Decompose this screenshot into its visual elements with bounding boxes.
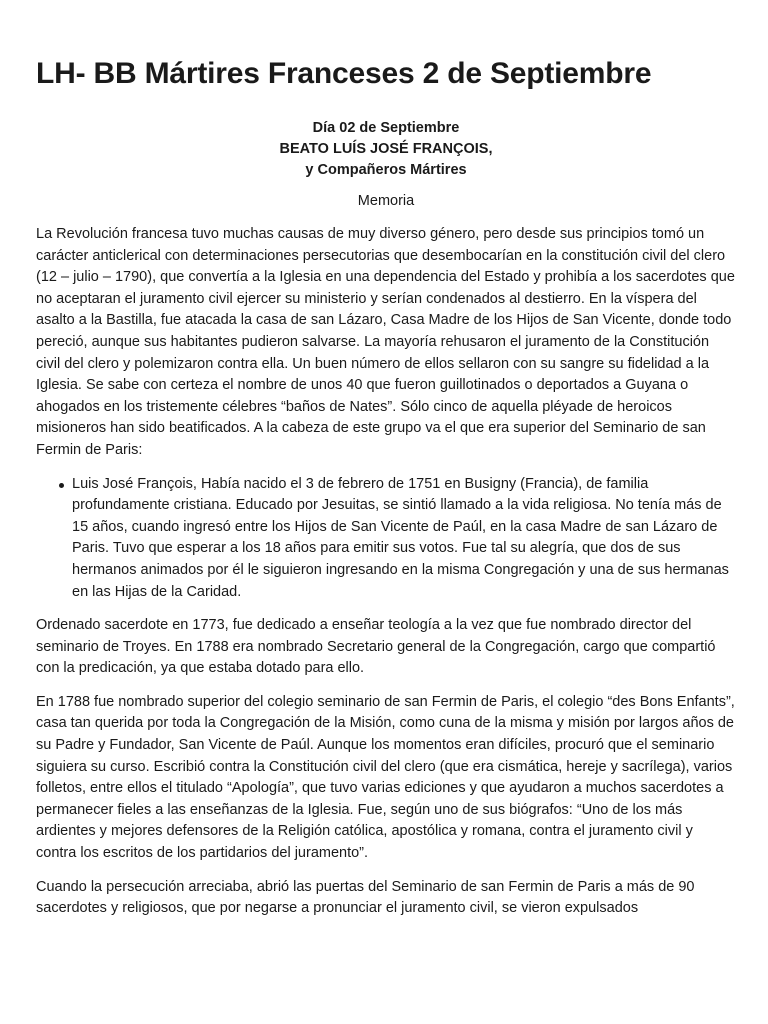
feast-companions: y Compañeros Mártires [305, 162, 467, 178]
body-paragraph-ordination: Ordenado sacerdote en 1773, fue dedicado a enseñar teología a la vez que fue nombrado director del seminario de Troyes. En 1788 era nombrado Secretario general de la Congregación, cargo que compartió con la predicación, ya que estaba dotado para ello. [36, 617, 716, 677]
feast-saint-name: BEATO LUÍS JOSÉ FRANÇOIS, [279, 141, 493, 157]
body-paragraph-persecution: Cuando la persecución arreciaba, abrió las puertas del Seminario de san Fermin de Paris a más de 90 sacerdotes y religiosos, que por negarse a pronunciar el juramento civil, se vieron expulsados [36, 878, 695, 917]
bullet-icon [59, 483, 64, 488]
feast-heading [36, 118, 736, 181]
feast-date: Día 02 de Septiembre [312, 120, 460, 136]
section-label: Memoria [357, 193, 415, 209]
body-paragraph-superior: En 1788 fue nombrado superior del colegio seminario de san Fermin de Paris, el colegio “des Bons Enfants”, casa tan querida por toda la Congregación de la Misión, como cuna de la misma y misión por largos años de su Padre y Fundador, San Vicente de Paúl. Aunque los momentos eran difíciles, procuró que el seminario siguiera su curso. Escribió contra la Constitución civil del clero (que era cismática, hereje y sacrílega), varios folletos, entre ellos el titulado “Apología”, que tuvo varias ediciones y que ayudaron a muchos sacerdotes a permanecer fieles a las enseñanzas de la Iglesia. Fue, según uno de sus biógrafos: “Uno de los más ardientes y mejores defensores de la Religión católica, apostólica y romana, contra el juramento civil y contra los escritos de los partidarios del juramento”. [36, 693, 735, 862]
bullet-list [36, 474, 736, 604]
list-item [72, 474, 736, 604]
document-page [36, 56, 736, 932]
list-item-text: Luis José François, Había nacido el 3 de febrero de 1751 en Busigny (Francia), de familia profundamente cristiana. Educado por Jesuitas, se sintió llamado a la vida religiosa. No tenía más de 15 años, cuando ingresó entre los Hijos de San Vicente de Paúl, en la casa Madre de san Lázaro de Paris. Tuvo que esperar a los 18 años para emitir sus votos. Fue tal su alegría, que dos de sus hermanos animados por él le siguieron ingresando en la misma Congregación y una de sus hermanas en las Hijas de la Caridad. [72, 475, 729, 600]
intro-paragraph: La Revolución francesa tuvo muchas causas de muy diverso género, pero desde sus principios tomó un carácter anticlerical con determinaciones persecutorias que desembocarían en la constitución civil del clero (12 – julio – 1790), que convertía a la Iglesia en una dependencia del Estado y prohibía a los sacerdotes que no aceptaran el juramento civil ejercer su ministerio y serían condenados al destierro. En la víspera del asalto a la Bastilla, fue atacada la casa de san Lázaro, Casa Madre de los Hijos de San Vicente, donde todo pereció, aunque sus habitantes pudieron salvarse. La mayoría rehusaron el juramento de la Constitución civil del clero y polemizaron contra ella. Un buen número de ellos sellaron con su sangre su fidelidad a la Iglesia. Se sabe con certeza el nombre de unos 40 que fueron guillotinados o deportados a Guyana o ahogados en los tristemente célebres “baños de Nates”. Sólo cinco de aquella pléyade de heroicos misioneros han sido beatificados. A la cabeza de este grupo va el que era superior del Seminario de san Fermin de Paris: [36, 226, 735, 458]
page-title: LH- BB Mártires Franceses 2 de Septiembre [36, 57, 652, 90]
